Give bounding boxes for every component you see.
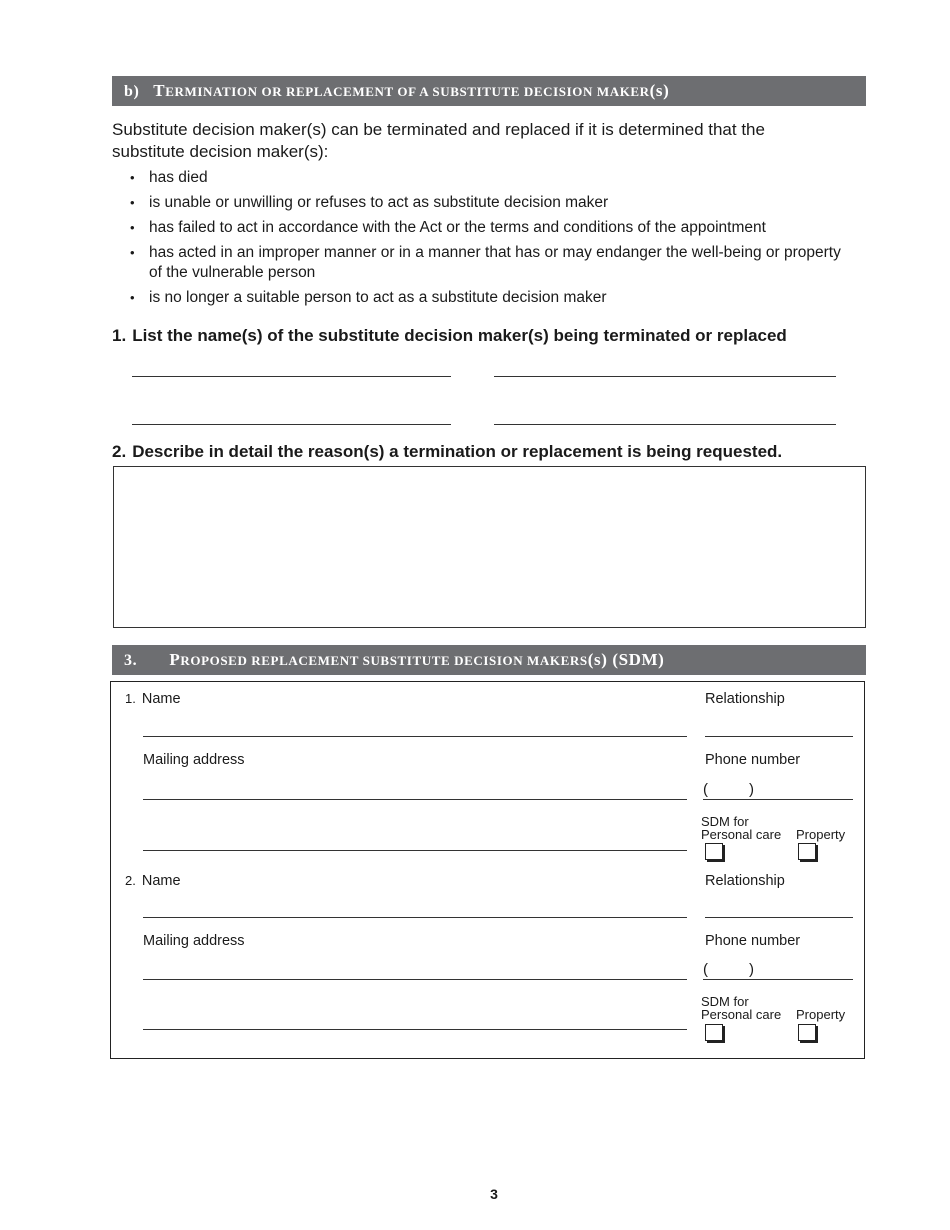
sdm-1-relationship-field[interactable] <box>705 736 853 737</box>
sdm-1-name-text: Name <box>141 691 181 707</box>
section-3-title: ROPOSED REPLACEMENT SUBSTITUTE DECISION MAKERS <box>180 653 588 668</box>
terminated-sdm-name-field-4[interactable] <box>494 424 836 425</box>
sdm-2-relationship-label: Relationship <box>705 873 785 889</box>
sdm-1-mailing-field-2[interactable] <box>143 850 687 851</box>
sdm-1-personal-care-label: Personal care <box>701 827 782 842</box>
termination-conditions-list <box>130 168 850 313</box>
section-b-title-initial: T <box>153 81 166 100</box>
sdm-1-property-label: Property <box>796 827 846 842</box>
section-3-title-initial: P <box>169 650 181 669</box>
question-1-text: List the name(s) of the substitute decision maker(s) being terminated or replaced <box>132 326 787 345</box>
list-item: • has acted in an improper manner or in a manner that has or may endanger the well-being or property of the vulnerable person <box>130 243 850 283</box>
list-item: • is no longer a suitable person to act as a substitute decision maker <box>130 288 850 308</box>
sdm-1-phone-field[interactable] <box>703 799 853 800</box>
sdm-1-number: 1. <box>125 691 136 706</box>
sdm-1-phone-label: Phone number <box>705 752 801 768</box>
sdm-2-personal-care-checkbox[interactable] <box>705 1024 723 1041</box>
sdm-2-number: 2. <box>125 873 136 888</box>
sdm-1-name-field[interactable] <box>143 736 687 737</box>
question-2 <box>112 442 782 462</box>
list-item: • has failed to act in accordance with the Act or the terms and conditions of the appointment <box>130 218 850 238</box>
sdm-2-sdm-for-label: SDM for <box>701 994 749 1009</box>
sdm-1-mailing-field-1[interactable] <box>143 799 687 800</box>
question-1-number: 1. <box>112 326 127 345</box>
sdm-2-mailing-field-1[interactable] <box>143 979 687 980</box>
sdm-2-property-label: Property <box>796 1007 846 1022</box>
question-2-text: Describe in detail the reason(s) a termination or replacement is being requested. <box>132 442 783 461</box>
sdm-2-mailing-field-2[interactable] <box>143 1029 687 1030</box>
replacement-sdm-panel <box>110 681 865 1059</box>
section-3-number: 3. <box>124 652 138 669</box>
section-b-title: ERMINATION OR REPLACEMENT OF A SUBSTITUTE DECISION MAKER <box>165 84 650 99</box>
intro-paragraph: Substitute decision maker(s) can be terminated and replaced if it is determined that the substitute decision maker(s): <box>112 120 765 161</box>
section-3-title-suffix: (s) (SDM) <box>587 650 665 669</box>
question-2-number: 2. <box>112 442 127 461</box>
section-b-header <box>112 76 866 106</box>
sdm-2-name-text: Name <box>141 873 181 889</box>
sdm-1-area-code-open: ( <box>703 781 708 798</box>
sdm-1-property-checkbox[interactable] <box>798 843 816 860</box>
section-3-header <box>112 645 866 675</box>
question-1 <box>112 326 787 346</box>
sdm-2-phone-field[interactable] <box>703 979 853 980</box>
terminated-sdm-name-field-2[interactable] <box>494 376 836 377</box>
sdm-2-mailing-label: Mailing address <box>143 933 245 949</box>
sdm-1-relationship-label: Relationship <box>705 691 785 707</box>
terminated-sdm-name-field-3[interactable] <box>132 424 451 425</box>
sdm-1-area-code-close: ) <box>749 781 754 798</box>
terminated-sdm-name-field-1[interactable] <box>132 376 451 377</box>
sdm-2-name-label <box>125 872 181 890</box>
list-item: • has died <box>130 168 850 188</box>
sdm-1-personal-care-checkbox[interactable] <box>705 843 723 860</box>
sdm-2-property-checkbox[interactable] <box>798 1024 816 1041</box>
sdm-2-relationship-field[interactable] <box>705 917 853 918</box>
list-item: • is unable or unwilling or refuses to act as substitute decision maker <box>130 193 850 213</box>
sdm-2-area-code-close: ) <box>749 961 754 978</box>
sdm-2-personal-care-label: Personal care <box>701 1007 782 1022</box>
sdm-2-phone-label: Phone number <box>705 933 801 949</box>
page-number: 3 <box>490 1186 498 1202</box>
section-b-title-suffix: (s) <box>649 81 670 100</box>
section-b-letter: b) <box>124 83 140 100</box>
sdm-1-name-label <box>125 690 181 708</box>
sdm-2-name-field[interactable] <box>143 917 687 918</box>
sdm-1-sdm-for-label: SDM for <box>701 814 749 829</box>
reason-textarea[interactable] <box>113 466 866 628</box>
sdm-1-mailing-label: Mailing address <box>143 752 245 768</box>
sdm-2-area-code-open: ( <box>703 961 708 978</box>
